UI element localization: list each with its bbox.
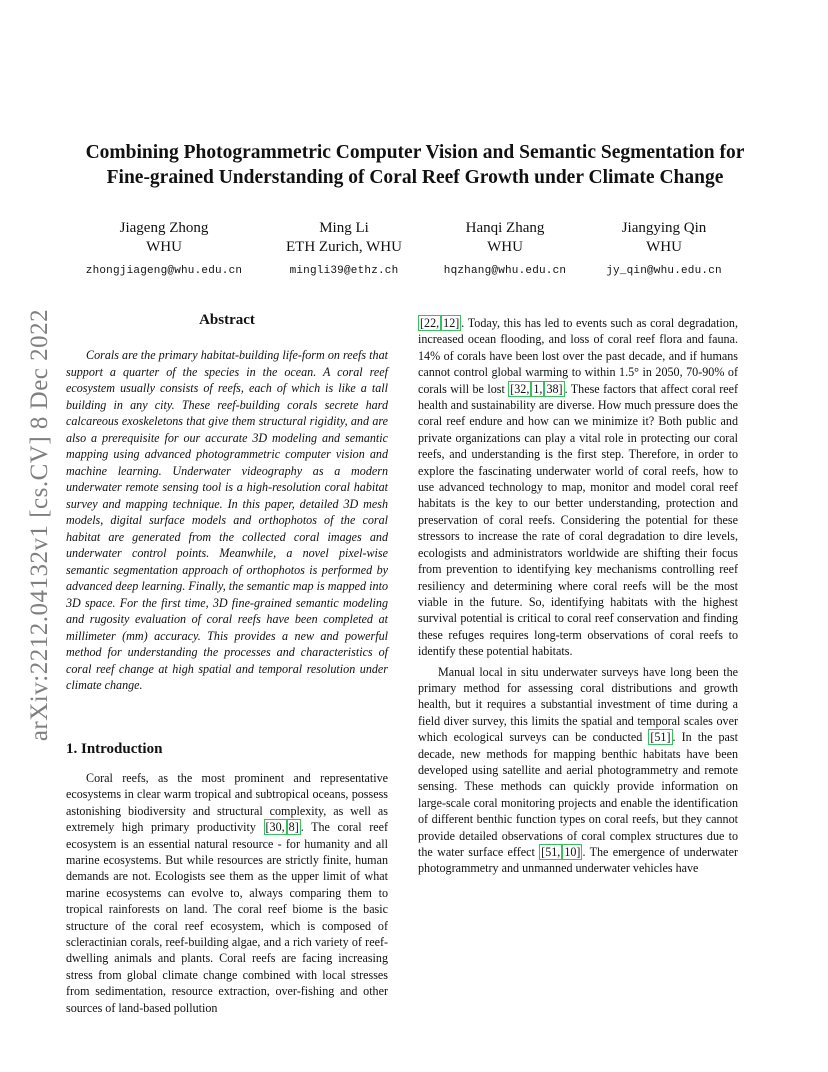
citation-link[interactable]: [51]: [650, 730, 671, 745]
title-line-2: Fine-grained Understanding of Coral Reef Growth under Climate Change: [106, 167, 724, 188]
citation-link[interactable]: 1,: [533, 381, 543, 396]
title-line-1: Combining Photogrammetric Computer Vision and Semantic Segmentation for: [85, 142, 745, 163]
text-run: Manual local in situ underwater surveys have long been the primary method for assessing coral distributions and growth health, but it requires a substantial investment of time during a field diver survey, this limits the spatial and temporal scales over which ecological surveys can be conducted: [418, 664, 738, 745]
paper-title: [70, 140, 760, 190]
citation-link[interactable]: [32,: [510, 381, 530, 396]
citation-link[interactable]: 12]: [443, 316, 460, 330]
text-run: . These factors that affect coral reef health and sustainability are diverse. How much pressure does the coral reef endure and how can we minimize it? Both public and private organizations can play a vital role in protecting our coral reefs, and understanding is the first step. Therefore, in order to explore the fascinating underwater world of coral reefs, how to use advanced technology to map, monitor and model coral reef habitats is the key to our better understanding, protection and preservation of coral reefs. Considering the potential for these stressors to increase the rate of coral degradation to dire levels, ecologists and administrators worldwide are shifting their focus from prevention to identifying key mechanisms controlling reef resiliency and determining where coral reefs will be the most viable in the future. So, identifying habitats with the highest survival potential is critical to coral reef conservation and finding these refuges requires long-term observations of coral reefs to identify these potential habitats.: [418, 381, 739, 659]
text-run: Coral reefs, as the most prominent and representative ecosystems in clear warm tropical and subtropical oceans, possess astonishing biodiversity and structural complexity, as well as extremely high primary productivity: [66, 771, 388, 835]
abstract-text: Corals are the primary habitat-building life-form on reefs that support a quarter of the species in the ocean. A coral reef ecosystem usually consists of reefs, each of which is like a tall building in any city. These reef-building corals secrete hard calcareous exoskeletons that give them structural rigidity, and are also a prerequisite for our accurate 3D modeling and semantic mapping using advanced photogrammetric computer vision and machine learning. Underwater videography as a modern underwater remote sensing tool is a high-resolution coral habitat survey and mapping technique. In this paper, detailed 3D mesh models, digital surface models and orthophotos of the coral habitat are generated from the collected coral images and underwater control points. Meanwhile, a novel pixel-wise semantic segmentation approach of orthophotos is performed by advanced deep learning. Finally, the semantic map is mapped into 3D space. For the first time, 3D fine-grained semantic modeling and rugosity evaluation of coral reefs have been completed at millimeter (mm) accuracy. This provides a new and powerful method for understanding the processes and characteristics of coral reef change at high spatial and temporal resolution under climate change.: [66, 348, 388, 692]
citation-link[interactable]: [22,: [420, 316, 440, 330]
citation-link[interactable]: 10]: [564, 845, 581, 859]
author-email[interactable]: hqzhang@whu.edu.cn: [443, 265, 567, 277]
text-run: . Today, this has led to events such as coral degradation, increased ocean flooding, and loss of coral reef flora and fauna. 14% of corals have been lost over the past decade, and if humans cannot control global warming to within 1.5° in 2050, 70-90% of corals will be lost: [418, 316, 738, 396]
introduction-heading: 1. Introduction: [66, 741, 163, 757]
arxiv-identifier-text: arXiv:2212.04132v1 [cs.CV] 8 Dec 2022: [26, 308, 54, 742]
citation-link[interactable]: 38]: [546, 381, 563, 396]
arxiv-identifier: [20, 290, 60, 760]
abstract-heading: Abstract: [199, 312, 255, 328]
citation-link[interactable]: [30,: [265, 820, 285, 835]
author-email[interactable]: zhongjiageng@whu.edu.cn: [85, 265, 243, 277]
author-name: Jiangying Qin: [621, 220, 707, 236]
citation-link[interactable]: 8]: [288, 820, 299, 835]
author-affiliation: ETH Zurich, WHU: [286, 239, 402, 255]
author-affiliation: WHU: [487, 239, 523, 255]
text-run: . The emergence of underwater photogrammetry and unmanned underwater vehicles have: [418, 845, 738, 876]
right-column: [418, 315, 738, 877]
author-name: Jiageng Zhong: [119, 220, 209, 236]
text-run: . In the past decade, new methods for mapping benthic habitats have been developed using satellite and aerial photogrammetry and remote sensing. These methods can quickly provide information on large-scale coral monitoring projects and enable the identification of different benthic function types on coral reefs, but they cannot provide detailed observations of coral complex structures due to the water surface effect: [418, 730, 738, 859]
text-run: . The coral reef ecosystem is an essential natural resource - for humanity and all marine ecosystems. But while resources are strictly finite, human demands are not. Ecologists see them as the upper limit of what marine ecosystems can evolve to, always comparing them to tropical rainforests on land. The coral reef biome is the basic structure of the coral reef ecosystem, which is composed of scleractinian corals, reef-building algae, and a rich variety of reef-dwelling animals and plants. Coral reefs are facing increasing stress from global climate change combined with local stresses from sedimentation, resource extraction, over-fishing and other sources of land-based pollution: [66, 820, 388, 1015]
intro-paragraph-1-part-2: [418, 315, 738, 660]
citation-link[interactable]: [51,: [541, 845, 561, 859]
author-affiliation: WHU: [646, 239, 682, 255]
author-email[interactable]: mingli39@ethz.ch: [289, 265, 399, 277]
author-name: Ming Li: [319, 220, 369, 236]
author-email[interactable]: jy_qin@whu.edu.cn: [606, 265, 722, 277]
author-4: [564, 219, 764, 281]
intro-paragraph-2: [418, 664, 738, 877]
author-name: Hanqi Zhang: [465, 220, 545, 236]
author-1: [64, 219, 264, 281]
author-affiliation: WHU: [146, 239, 182, 255]
intro-paragraph-1-part-1: [66, 770, 388, 1016]
